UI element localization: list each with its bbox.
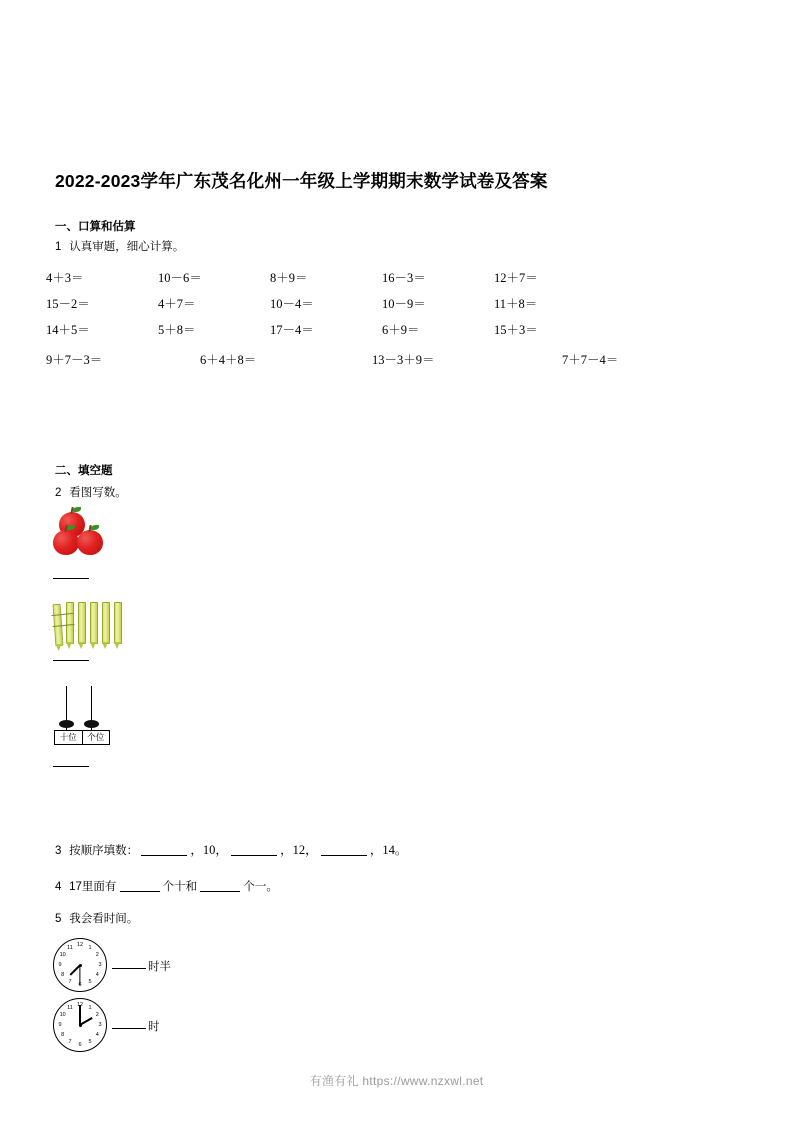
clock-center-pin	[79, 964, 82, 967]
question-5-text: 我会看时间。	[69, 913, 139, 925]
clock-numeral: 6	[78, 1042, 82, 1048]
clock-numeral: 6	[78, 982, 82, 988]
question-3	[55, 840, 407, 858]
stick-icon	[78, 602, 86, 644]
answer-blank-clock-1[interactable]	[112, 968, 146, 969]
clock-numeral: 1	[88, 944, 92, 951]
question-1	[55, 238, 184, 254]
stick-icon	[102, 602, 110, 644]
calc-row	[46, 294, 736, 320]
clock-illustration-1	[53, 938, 107, 992]
clock-numeral: 4	[95, 972, 99, 978]
question-3-sep-3: ，14。	[369, 843, 408, 857]
clock-numeral: 4	[95, 1032, 99, 1038]
calc-item: 4＋7＝	[158, 297, 196, 311]
calc-item: 10－9＝	[382, 297, 426, 311]
question-4-number: 4	[55, 881, 62, 893]
stick-bundle-tie	[51, 613, 74, 627]
clock-numeral: 5	[88, 979, 92, 986]
clock-numeral: 2	[95, 1012, 99, 1018]
calc-item: 4＋3＝	[46, 271, 84, 285]
calc-item: 13－3＋9＝	[372, 353, 435, 367]
question-3-number: 3	[55, 845, 62, 857]
clock-numeral: 7	[68, 979, 72, 986]
footer-watermark: 有渔有礼 https://www.nzxwl.net	[309, 1074, 484, 1088]
clock-numeral: 3	[98, 962, 102, 968]
calc-item: 8＋9＝	[270, 271, 308, 285]
answer-blank-sticks[interactable]	[53, 660, 89, 661]
clock-numeral: 10	[59, 952, 66, 958]
question-1-number: 1	[55, 241, 62, 253]
question-3-sep-2: ，12，	[280, 843, 318, 857]
answer-blank-q3-3[interactable]	[321, 843, 367, 856]
clock-answer-label-2: 时	[148, 1021, 160, 1033]
question-2	[55, 484, 127, 500]
answer-blank-q3-1[interactable]	[141, 843, 187, 856]
answer-blank-clock-2[interactable]	[112, 1028, 146, 1029]
clock-numeral: 2	[95, 952, 99, 958]
clock-numeral: 11	[67, 1004, 73, 1011]
clock-center-pin	[79, 1024, 82, 1027]
question-2-number: 2	[55, 487, 62, 499]
abacus-illustration	[46, 686, 116, 748]
calc-item: 6＋9＝	[382, 323, 420, 337]
calc-row	[46, 268, 736, 294]
answer-blank-q4-1[interactable]	[120, 879, 160, 892]
apple-icon	[77, 530, 103, 555]
clock-numeral: 8	[61, 972, 65, 978]
apples-illustration	[53, 512, 115, 562]
clock-numeral: 5	[88, 1039, 92, 1046]
clock-numeral: 9	[58, 962, 62, 968]
calc-item: 15－2＝	[46, 297, 90, 311]
question-2-text: 看图写数。	[69, 487, 127, 499]
clock-numeral: 7	[68, 1039, 72, 1046]
section-heading-1: 一、口算和估算	[55, 221, 136, 233]
clock-numeral: 11	[67, 944, 73, 951]
section-heading-2: 二、填空题	[55, 465, 113, 477]
question-5	[55, 910, 138, 926]
clock-numeral: 1	[88, 1004, 92, 1011]
calc-item: 10－4＝	[270, 297, 314, 311]
stick-icon	[114, 602, 122, 644]
clock-illustration-2	[53, 998, 107, 1052]
calc-item: 14＋5＝	[46, 323, 90, 337]
abacus-bead	[84, 720, 99, 728]
calc-item: 9＋7－3＝	[46, 353, 103, 367]
question-1-text: 认真审题，细心计算。	[69, 241, 185, 253]
calc-item: 17－4＝	[270, 323, 314, 337]
apple-icon	[53, 530, 79, 555]
clock-numeral: 8	[61, 1032, 65, 1038]
clock-face	[53, 998, 107, 1052]
answer-blank-apples[interactable]	[53, 578, 89, 579]
abacus-tens-label: 十位	[55, 731, 83, 744]
clock-minute-hand	[79, 1005, 80, 1025]
question-3-text: 按顺序填数：	[69, 845, 139, 857]
calculation-grid	[46, 268, 736, 376]
calc-item: 15＋3＝	[494, 323, 538, 337]
calc-item: 12＋7＝	[494, 271, 538, 285]
question-5-number: 5	[55, 913, 62, 925]
answer-blank-abacus[interactable]	[53, 766, 89, 767]
abacus-ones-label: 个位	[87, 732, 105, 742]
clock-numeral: 10	[59, 1012, 66, 1018]
question-4-prefix: 17里面有	[69, 881, 117, 893]
answer-blank-q3-2[interactable]	[231, 843, 277, 856]
calc-row	[46, 320, 736, 346]
answer-blank-q4-2[interactable]	[200, 879, 240, 892]
question-4-suffix: 个一。	[243, 881, 278, 893]
calc-item: 11＋8＝	[494, 297, 538, 311]
question-4	[55, 878, 278, 894]
calc-item: 10－6＝	[158, 271, 202, 285]
abacus-base	[54, 730, 110, 745]
clock-numeral: 9	[58, 1022, 62, 1028]
calc-item: 7＋7－4＝	[562, 353, 619, 367]
stick-icon	[90, 602, 98, 644]
calc-item: 6＋4＋8＝	[200, 353, 257, 367]
clock-face	[53, 938, 107, 992]
clock-numeral: 12	[76, 1002, 84, 1008]
calc-row	[46, 350, 736, 376]
counting-sticks-illustration	[52, 598, 127, 650]
question-4-mid: 个十和	[162, 881, 198, 893]
clock-numeral: 12	[76, 942, 84, 948]
calc-item: 16－3＝	[382, 271, 426, 285]
calc-item: 5＋8＝	[158, 323, 196, 337]
page-title: 2022-2023学年广东茂名化州一年级上学期期末数学试卷及答案	[55, 171, 548, 191]
clock-answer-label-1: 时半	[148, 961, 171, 973]
clock-numeral: 3	[98, 1022, 102, 1028]
question-3-sep-1: ，10，	[190, 843, 228, 857]
abacus-bead	[59, 720, 74, 728]
